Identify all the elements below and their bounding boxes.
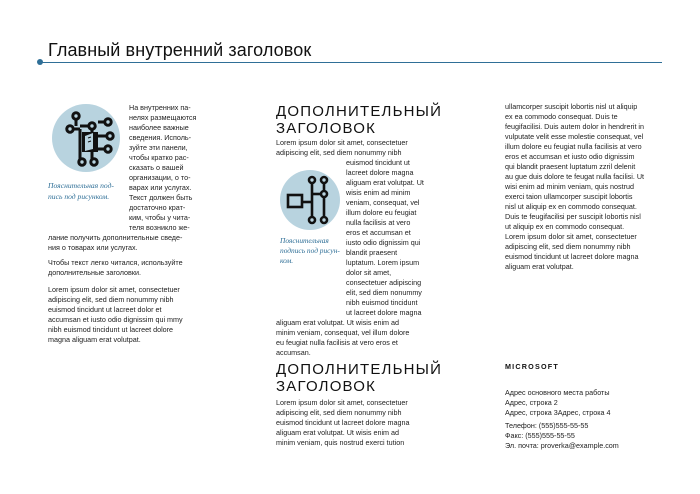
text-line: ut lacreet dolore magna <box>346 308 422 317</box>
intro-text-continuation <box>48 233 206 253</box>
text-line: организации, о то- <box>129 173 191 182</box>
text-line: consectetuer adipiscing <box>346 278 422 287</box>
text-line: euismod tincidunt ut lacreet dolore magna <box>276 418 410 427</box>
heading-line: ЗАГОЛОВОК <box>276 119 377 137</box>
phone-line: Телефон: (555)555-55-55 <box>505 421 589 430</box>
text-line: eros et accumsan et iusto odio dignissim <box>505 152 635 161</box>
text-line: illum dolore eu feugiat <box>346 208 417 217</box>
text-line: дополнительные заголовки. <box>48 268 141 277</box>
company-address <box>505 388 665 418</box>
figure-caption-1: Пояснительная под- пись под рисунком. <box>48 181 114 201</box>
flowchart-icon <box>52 102 124 174</box>
text-line: лание получить дополнительные сведе- <box>48 233 183 242</box>
text-line: blandit praesent <box>346 248 398 257</box>
text-line: illum dolore eu feugiat nulla facilisis at vero <box>505 142 642 151</box>
text-line: зуйте эти панели, <box>129 143 188 152</box>
text-line: ex ea commodo consequat. Duis te <box>505 112 618 121</box>
company-name: MICROSOFT <box>505 362 559 371</box>
text-line: ullamcorper suscipit lobortis nisl ut aliquip <box>505 102 638 111</box>
text-line: euismod tincidunt ut <box>346 158 410 167</box>
text-line: accumsan et iusto odio dignissim qui mmy <box>48 315 183 324</box>
text-line: adipiscing elit, sed diem nonummy nibh <box>48 295 174 304</box>
text-line: Lorem ipsum dolor sit amet, consectetuer <box>276 138 408 147</box>
paragraph-lorem <box>48 285 206 345</box>
text-line: nibh euismod tincidunt ut lacreet dolore <box>48 325 174 334</box>
text-line: feugifacilisi. Duis autem dolor in hendrerit in <box>505 122 645 131</box>
wrapped-text <box>346 158 436 318</box>
text-line: aliguam erat volutpat. <box>505 262 574 271</box>
text-line: ut aliquip ex en commodo consequat. <box>505 222 625 231</box>
section-2-text <box>276 398 436 448</box>
text-line: Lorem ipsum dolor sit amet, consectetuer <box>48 285 180 294</box>
text-line: Lorem ipsum dolor sit amet, consectetuer <box>276 398 408 407</box>
text-line: wisis enim ad minim <box>346 188 411 197</box>
text-line: сказать о вашей <box>129 163 184 172</box>
text-line: nibh euismod tincidunt <box>346 298 418 307</box>
text-line: Duis te feugifacilisi per suscipit lobortis nisl <box>505 212 641 221</box>
text-line: adipiscing elit, sed diem nonummy nibh <box>505 242 631 251</box>
text-line: Lorem ipsum dolor sit amet, consectetuer <box>505 232 637 241</box>
text-line: ким, чтобы у чита- <box>129 213 191 222</box>
company-contacts <box>505 421 665 451</box>
paragraph-tip <box>48 258 206 278</box>
text-line: nulla facilisis at vero <box>346 218 411 227</box>
title-rule <box>40 62 662 63</box>
text-line: wisi enim ad minim veniam, quis nostrud <box>505 182 635 191</box>
text-line: Чтобы текст легко читался, используйте <box>48 258 183 267</box>
diagram-icon <box>278 168 342 232</box>
intro-text-side <box>129 103 205 233</box>
text-line: теля возникло же- <box>129 223 190 232</box>
text-line: euismod tincidunt ut lacreet dolore magna <box>505 252 639 261</box>
heading-line: ДОПОЛНИТЕЛЬНЫЙ <box>276 103 443 120</box>
text-line: nisl ut aliquip ex en commodo consequat. <box>505 202 637 211</box>
page-title: Главный внутренний заголовок <box>48 40 312 60</box>
text-line: eros et accumsan et <box>346 228 411 237</box>
address-line: Адрес основного места работы <box>505 388 610 397</box>
figure-caption-2: Пояснительная подпись под рисун- ком. <box>280 236 340 265</box>
text-line: accumsan. <box>276 348 311 357</box>
heading-line: ЗАГОЛОВОК <box>276 377 377 395</box>
text-line: dolor sit amet, <box>346 268 392 277</box>
text-line: minim veniam, consequat, vel illum dolore <box>276 328 410 337</box>
text-line: minim veniam, quis nostrud exerci tution <box>276 438 405 447</box>
text-line: luptatum. Lorem ipsum <box>346 258 420 267</box>
text-line: нелях размещаются <box>129 113 197 122</box>
text-line: достаточно крат- <box>129 203 186 212</box>
text-line: Текст должен быть <box>129 193 193 202</box>
text-line: exerci taion ullamcorper suscipit lobortis <box>505 192 633 201</box>
section-text-continuation <box>276 318 436 358</box>
address-line: Адрес, строка 2 <box>505 398 558 407</box>
text-line: iusto odio dignissim qui <box>346 238 421 247</box>
text-line: vulputate velit esse molestie consequat, vel <box>505 132 644 141</box>
text-line: aliguam erat volutpat. Ut <box>346 178 424 187</box>
text-line: На внутренних па- <box>129 103 191 112</box>
text-line: ния о товарах или услугах. <box>48 243 138 252</box>
text-line: aliguam erat volutpat. Ut wisis enim ad <box>276 428 400 437</box>
text-line: наиболее важные <box>129 123 189 132</box>
text-line: сведения. Исполь- <box>129 133 192 142</box>
text-line: варах или услугах. <box>129 183 192 192</box>
text-line: qui blandit praesent luptatum zzril delenit <box>505 162 636 171</box>
section-heading-1 <box>276 104 446 137</box>
text-line: au gue duis dolore te feugat nulla facilisi. Ut <box>505 172 645 181</box>
text-line: elit, sed diem nonummy <box>346 288 422 297</box>
text-line: adipiscing elit, sed diem nonummy nibh <box>276 408 402 417</box>
text-line: чтобы кратко рас- <box>129 153 189 162</box>
column-3-text <box>505 102 660 272</box>
section-heading-2 <box>276 362 446 395</box>
email-line: Эл. почта: proverka@example.com <box>505 441 619 450</box>
section-intro <box>276 138 436 158</box>
text-line: eu feugiat nulla facilisis at vero eros et <box>276 338 398 347</box>
text-line: aliguam erat volutpat. Ut wisis enim ad <box>276 318 400 327</box>
text-line: euismod tincidunt ut lacreet dolor et <box>48 305 162 314</box>
fax-line: Факс: (555)555-55-55 <box>505 431 575 440</box>
heading-line: ДОПОЛНИТЕЛЬНЫЙ <box>276 361 443 378</box>
text-line: magna aliguam erat volutpat. <box>48 335 141 344</box>
address-line: Адрес, строка 3Адрес, строка 4 <box>505 408 611 417</box>
text-line: veniam, consequat, vel <box>346 198 420 207</box>
text-line: lacreet dolore magna <box>346 168 414 177</box>
text-line: adipiscing elit, sed diem nonummy nibh <box>276 148 402 157</box>
